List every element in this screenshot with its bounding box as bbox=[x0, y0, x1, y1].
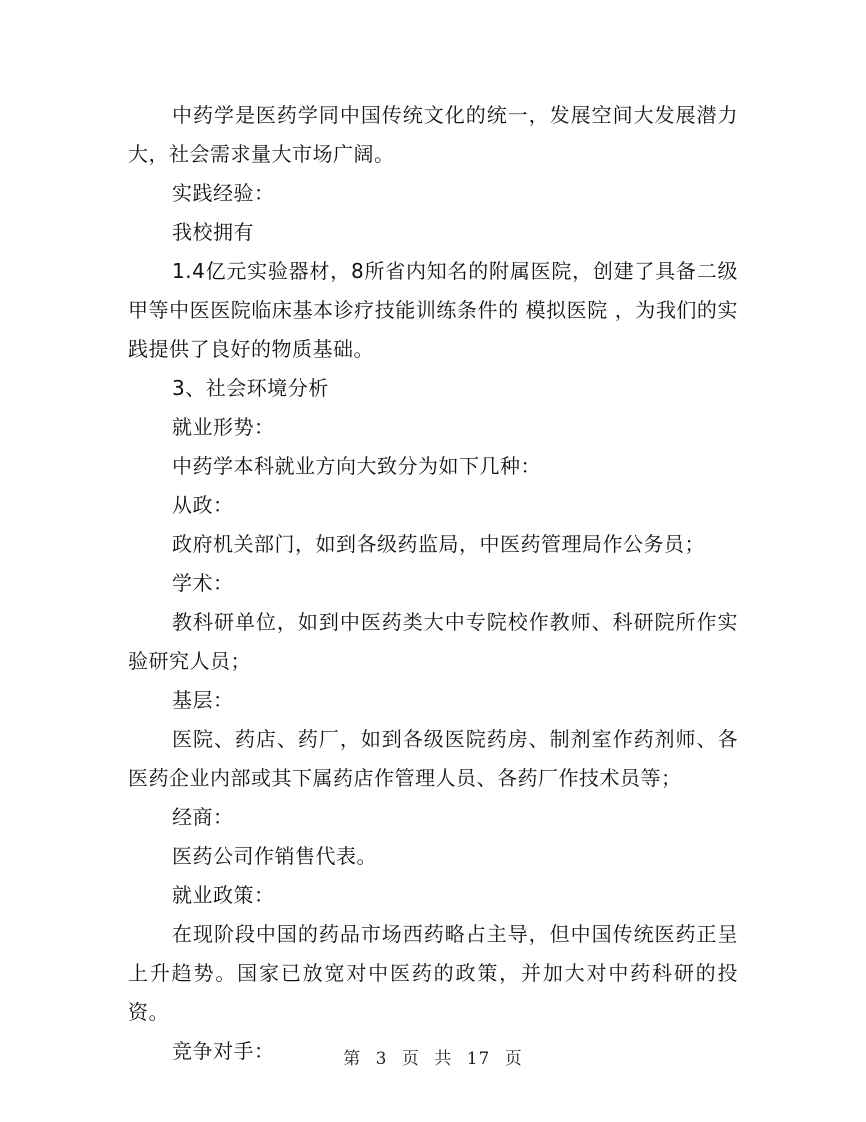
paragraph-government-heading: 从政： bbox=[172, 493, 234, 517]
paragraph-career-outlook: 中药学是医药学同中国传统文化的统一，发展空间大发展潜力大，社会需求量大市场广阔。 bbox=[128, 103, 738, 166]
footer-prefix: 第 bbox=[343, 1049, 362, 1069]
paragraph-competitors-heading: 竞争对手： bbox=[172, 1039, 275, 1063]
footer-total-label: 共 bbox=[434, 1049, 453, 1069]
paragraph-employment-policy-detail: 在现阶段中国的药品市场西药略占主导，但中国传统医药正呈上升趋势。国家已放宽对中医药的政策，并加大对中药科研的投资。 bbox=[128, 922, 738, 1024]
paragraph-employment-situation-heading: 就业形势： bbox=[172, 415, 275, 439]
paragraph-business-heading: 经商： bbox=[172, 805, 234, 829]
footer-suffix: 页 bbox=[504, 1049, 523, 1069]
paragraph-school-has: 我校拥有 bbox=[172, 220, 254, 244]
paragraph-government-detail: 政府机关部门，如到各级药监局，中医药管理局作公务员； bbox=[172, 532, 705, 556]
footer-page-label: 页 bbox=[401, 1049, 420, 1069]
paragraph-academic-heading: 学术： bbox=[172, 571, 234, 595]
paragraph-practice-experience-heading: 实践经验： bbox=[172, 181, 275, 205]
footer-total-pages: 17 bbox=[466, 1049, 491, 1069]
footer-current-page: 3 bbox=[375, 1049, 388, 1069]
paragraph-grassroots-detail: 医院、药店、药厂，如到各级医院药房、制剂室作药剂师、各医药企业内部或其下属药店作管理人员、各药厂作技术员等； bbox=[128, 727, 738, 790]
paragraph-employment-policy-heading: 就业政策： bbox=[172, 883, 275, 907]
section-heading-social-environment: 3、社会环境分析 bbox=[172, 376, 329, 400]
document-body bbox=[128, 96, 738, 1071]
page-footer bbox=[0, 1047, 866, 1071]
paragraph-employment-directions: 中药学本科就业方向大致分为如下几种： bbox=[172, 454, 541, 478]
paragraph-academic-detail: 教科研单位，如到中医药类大中专院校作教师、科研院所作实验研究人员； bbox=[128, 610, 738, 673]
paragraph-lab-resources: 1.4亿元实验器材，8所省内知名的附属医院，创建了具备二级甲等中医医院临床基本诊疗技能训练条件的 模拟医院 ，为我们的实践提供了良好的物质基础。 bbox=[128, 259, 738, 361]
paragraph-grassroots-heading: 基层： bbox=[172, 688, 234, 712]
paragraph-business-detail: 医药公司作销售代表。 bbox=[172, 844, 377, 868]
